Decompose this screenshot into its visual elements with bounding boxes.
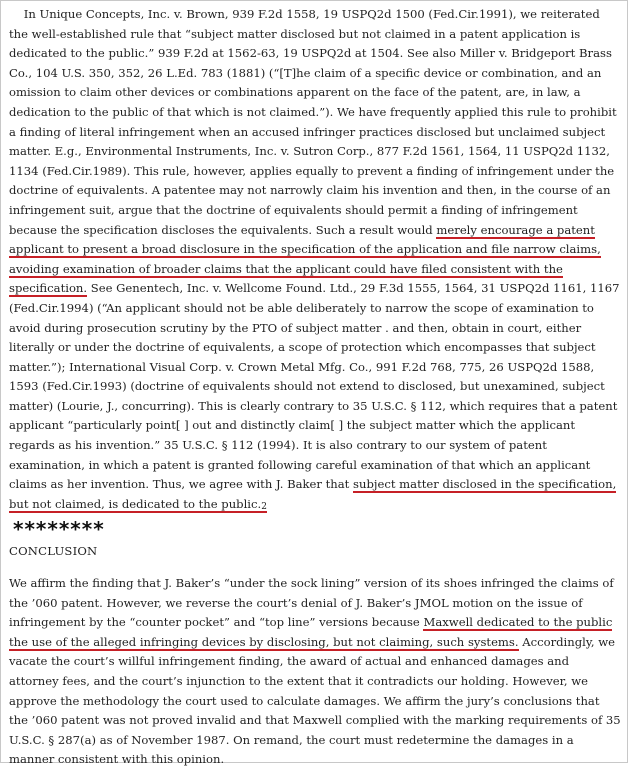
section-separator: ******** <box>13 517 105 542</box>
highlighted-passage: Maxwell dedicated to the public the use of the alleged infringing devices by disclosing, but not claiming, such systems. <box>9 615 613 649</box>
opinion-paragraph <box>9 5 621 516</box>
highlighted-text: subject matter disclosed in the specification, but not claimed, is dedicated to the public. <box>9 477 617 511</box>
conclusion-paragraph <box>9 574 621 770</box>
document-body <box>9 5 621 770</box>
paragraph-text: Accordingly, we vacate the court’s willful infringement finding, the award of actual and enhanced damages and attorney fees, and the court’s injunction to the extent that it contradicts our holding. However, we approve the methodology the court used to calculate damages. We affirm the jury’s conclusions that the ’060 patent was not proved invalid and that Maxwell complied with the marking requirements of 35 U.S.C. § 287(a) as of November 1987. On remand, the court must redetermine the damages in a manner consistent with this opinion. <box>9 634 621 767</box>
section-heading: CONCLUSION <box>9 544 98 559</box>
footnote-marker[interactable]: 2 <box>261 501 267 512</box>
paragraph-text: We affirm the finding that J. Baker’s “under the sock lining” version of its shoes infringed the claims of the ’060 patent. However, we reverse the court’s denial of J. Baker’s JMOL motion on the issue of infringement by the “counter pocket” and “top line” versions because <box>9 576 614 630</box>
paragraph-text: See Genentech, Inc. v. Wellcome Found. Ltd., 29 F.3d 1555, 1564, 31 USPQ2d 1161, 1167 (Fed.Cir.1994) (“An applicant should not be able deliberately to narrow the scope of examination to avoid during prosecution scrutiny by the PTO of subject matter . and then, obtain in court, either literally or under the doctrine of equivalents, a scope of protection which encompasses that subject matter.”); International Visual Corp. v. Crown Metal Mfg. Co., 991 F.2d 768, 775, 26 USPQ2d 1588, 1593 (Fed.Cir.1993) (doctrine of equivalents should not extend to disclosed, but unexamined, subject matter) (Lourie, J., concurring). This is clearly contrary to 35 U.S.C. § 112, which requires that a patent applicant “particularly point[ ] out and distinctly claim[ ] the subject matter which the applicant regards as his invention.” 35 U.S.C. § 112 (1994). It is also contrary to our system of patent examination, in which a patent is granted following careful examination of that which an applicant claims as her invention. Thus, we agree with J. Baker that <box>9 281 620 492</box>
paragraph-text: In Unique Concepts, Inc. v. Brown, 939 F.2d 1558, 19 USPQ2d 1500 (Fed.Cir.1991), we reiterated the well-established rule that “subject matter disclosed but not claimed in a patent application is dedicated to the public.” 939 F.2d at 1562-63, 19 USPQ2d at 1504. See also Miller v. Bridgeport Brass Co., 104 U.S. 350, 352, 26 L.Ed. 783 (1881) (“[T]he claim of a specific device or combination, and an omission to claim other devices or combinations apparent on the face of the patent, are, in law, a dedication to the public of that which is not claimed.”). We have frequently applied this rule to prohibit a finding of literal infringement when an accused infringer practices disclosed but unclaimed subject matter. E.g., Environmental Instruments, Inc. v. Sutron Corp., 877 F.2d 1561, 1564, 11 USPQ2d 1132, 1134 (Fed.Cir.1989). This rule, however, applies equally to prevent a finding of infringement under the doctrine of equivalents. A patentee may not narrowly claim his invention and then, in the course of an infringement suit, argue that the doctrine of equivalents should permit a finding of infringement because the specification discloses the equivalents. Such a result would <box>9 7 617 237</box>
highlighted-passage: merely encourage a patent applicant to present a broad disclosure in the specification of the application and file narrow claims, avoiding examination of broader claims that the applicant could have filed consistent with the specification. <box>9 222 601 296</box>
